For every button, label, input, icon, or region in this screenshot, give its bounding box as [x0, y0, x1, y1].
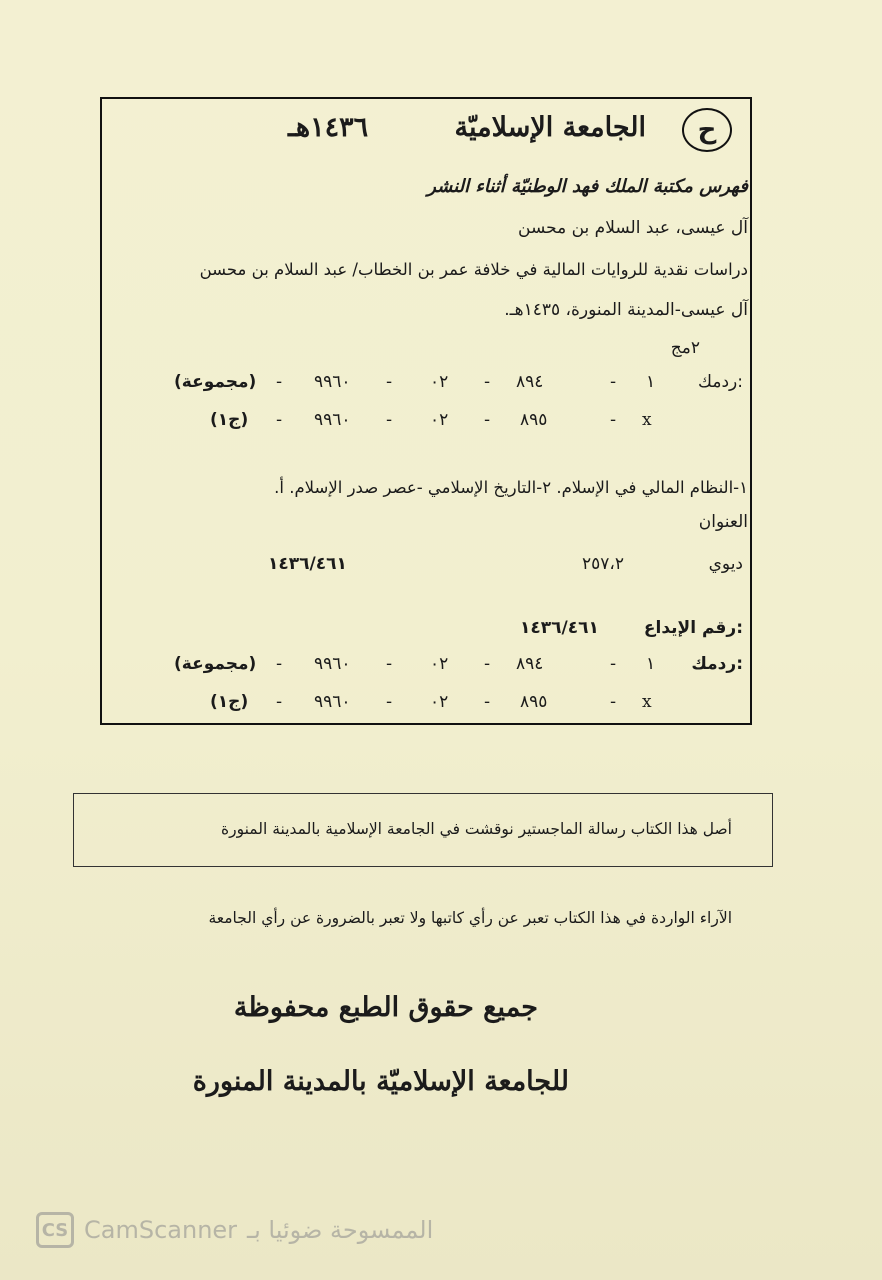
camscanner-arabic: الممسوحة ضوئيا بـ — [247, 1216, 434, 1244]
dewey-deposit: ١٤٣٦/٤٦١ — [268, 554, 347, 574]
isbn-part: ٩٩٦٠ — [314, 654, 351, 674]
isbn-row-volume-bold — [118, 692, 743, 722]
isbn-label: ردمك: — [691, 654, 743, 674]
isbn-dash: - — [610, 410, 617, 430]
copyright-symbol: ح — [682, 108, 732, 152]
isbn-note: (ج١) — [210, 410, 249, 430]
isbn-dash: - — [484, 372, 491, 392]
isbn-part: ٨٩٥ — [520, 692, 548, 712]
rights-line-1: جميع حقوق الطبع محفوظة — [233, 992, 538, 1023]
isbn-dash: - — [610, 692, 617, 712]
isbn-dash: - — [386, 692, 393, 712]
isbn-part: ٩٩٦٠ — [314, 410, 351, 430]
isbn-dash: - — [276, 372, 283, 392]
camscanner-watermark — [36, 1211, 433, 1249]
publication-year: ١٤٣٦هـ — [288, 112, 369, 143]
isbn-dash: - — [484, 410, 491, 430]
catalog-heading: فهرس مكتبة الملك فهد الوطنيّة أثناء النشر — [427, 176, 748, 197]
isbn-part: ٨٩٤ — [516, 654, 544, 674]
isbn-note: (مجموعة) — [174, 654, 257, 674]
publisher-name: الجامعة الإسلاميّة — [454, 112, 646, 143]
isbn-part: ١ — [646, 372, 656, 392]
isbn-part: ٨٩٤ — [516, 372, 544, 392]
isbn-part: ٠٢ — [430, 692, 449, 712]
isbn-part: ١ — [646, 654, 656, 674]
subject-headings: ١-النظام المالي في الإسلام. ٢-التاريخ الإسلامي -عصر صدر الإسلام. أ. — [274, 478, 748, 497]
isbn-row-set — [118, 372, 743, 402]
dewey-label: ديوي — [708, 554, 743, 574]
isbn-dash: - — [276, 692, 283, 712]
isbn-row-set-bold — [118, 654, 743, 684]
isbn-label: ردمك: — [698, 372, 743, 392]
title-entry-line1: دراسات نقدية للروايات المالية في خلافة عمر بن الخطاب/ عبد السلام بن محسن — [199, 260, 748, 279]
isbn-dash: - — [386, 654, 393, 674]
disclaimer-text: الآراء الواردة في هذا الكتاب تعبر عن رأي كاتبها ولا تعبر بالضرورة عن رأي الجامعة — [208, 909, 732, 927]
isbn-dash: - — [610, 372, 617, 392]
isbn-dash: - — [386, 372, 393, 392]
isbn-note: (ج١) — [210, 692, 249, 712]
isbn-row-volume — [118, 410, 743, 440]
volumes-count: ٢مج — [670, 338, 700, 358]
deposit-number: ١٤٣٦/٤٦١ — [520, 618, 599, 638]
isbn-part: ٨٩٥ — [520, 410, 548, 430]
isbn-part: ٠٢ — [430, 410, 449, 430]
deposit-row — [118, 618, 743, 648]
isbn-dash: - — [610, 654, 617, 674]
isbn-dash: - — [276, 654, 283, 674]
isbn-part: ٠٢ — [430, 654, 449, 674]
author-entry: آل عيسى، عبد السلام بن محسن — [518, 218, 748, 238]
dewey-number: ٢٥٧،٢ — [582, 554, 625, 574]
isbn-part: x — [642, 410, 652, 430]
isbn-dash: - — [386, 410, 393, 430]
title-entry-line2: آل عيسى-المدينة المنورة، ١٤٣٥هـ. — [504, 300, 748, 320]
camscanner-logo-icon: CS — [36, 1212, 74, 1248]
camscanner-brand: CamScanner — [84, 1216, 238, 1244]
rights-line-2: للجامعة الإسلاميّة بالمدينة المنورة — [192, 1066, 569, 1097]
isbn-note: (مجموعة) — [174, 372, 257, 392]
subject-title-entry: العنوان — [698, 512, 748, 532]
isbn-part: ٩٩٦٠ — [314, 692, 351, 712]
isbn-dash: - — [484, 654, 491, 674]
dewey-row — [118, 554, 743, 584]
isbn-dash: - — [276, 410, 283, 430]
isbn-part: ٩٩٦٠ — [314, 372, 351, 392]
isbn-part: x — [642, 692, 652, 712]
thesis-note: أصل هذا الكتاب رسالة الماجستير نوقشت في الجامعة الإسلامية بالمدينة المنورة — [221, 820, 732, 838]
isbn-part: ٠٢ — [430, 372, 449, 392]
isbn-dash: - — [484, 692, 491, 712]
deposit-label: رقم الإيداع: — [643, 618, 743, 638]
